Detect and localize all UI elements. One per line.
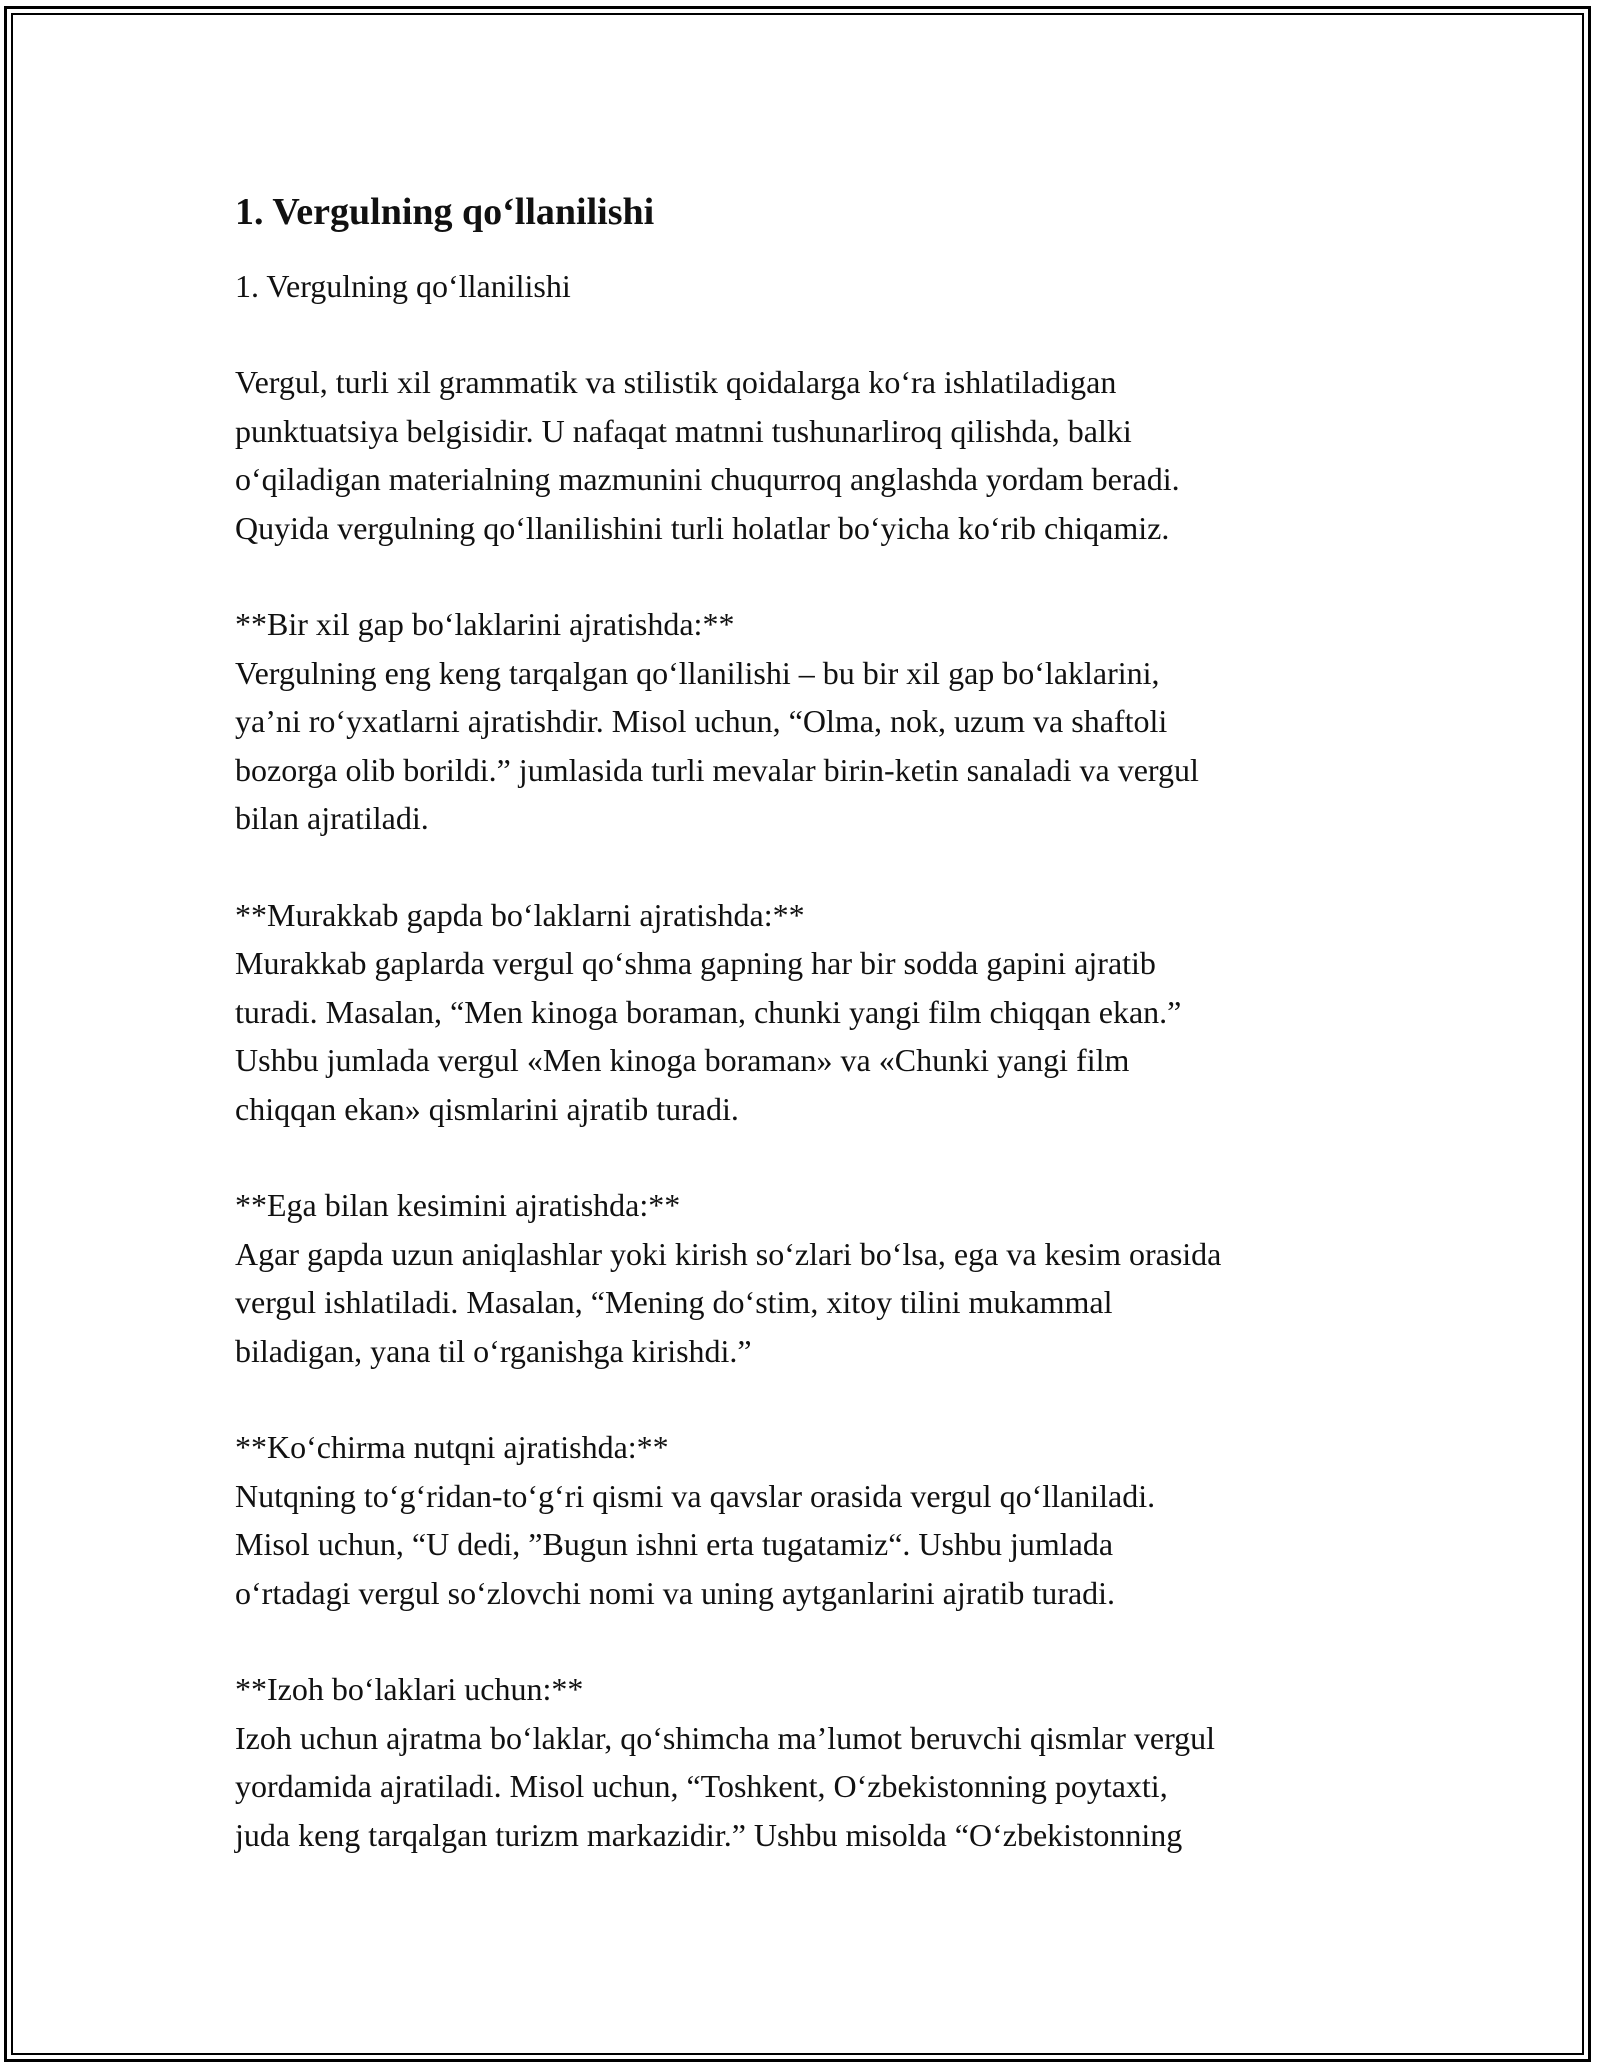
paragraph-line: Nutqning to‘g‘ridan-to‘g‘ri qismi va qavslar orasida vergul qo‘llaniladi. (235, 1477, 1156, 1514)
section-heading: **Bir xil gap bo‘laklarini ajratishda:** (235, 606, 735, 642)
paragraph-line: chiqqan ekan» qismlarini ajratib turadi. (235, 1090, 739, 1127)
section-murakkab (235, 891, 1375, 1134)
section-body (235, 1472, 1375, 1618)
intro-paragraph (235, 358, 1375, 552)
section-kochirma (235, 1423, 1375, 1617)
paragraph-line: o‘qiladigan materialning mazmunini chuqurroq anglashda yordam beradi. (235, 461, 1180, 497)
section-izoh (235, 1665, 1375, 1859)
paragraph-line: Murakkab gaplarda vergul qo‘shma gapning har bir sodda gapini ajratib (235, 945, 1156, 981)
paragraph-line: Vergulning eng keng tarqalgan qo‘llanilishi – bu bir xil gap bo‘laklarini, (235, 654, 1160, 691)
paragraph-line: vergul ishlatiladi. Masalan, “Mening do‘stim, xitoy tilini mukammal (235, 1284, 1113, 1320)
section-heading: **Murakkab gapda bo‘laklarni ajratishda:** (235, 896, 805, 933)
paragraph-line: Ushbu jumlada vergul «Men kinoga boraman» va «Chunki yangi film (235, 1042, 1130, 1078)
paragraph-line: ya’ni ro‘yxatlarni ajratishdir. Misol uchun, “Olma, nok, uzum va shaftoli (235, 703, 1168, 739)
paragraph-line: juda keng tarqalgan turizm markazidir.” Ushbu misolda “O‘zbekistonning (235, 1816, 1183, 1853)
section-heading: **Izoh bo‘laklari uchun:** (235, 1671, 584, 1707)
section-ega-kesim (235, 1181, 1375, 1375)
paragraph-line: o‘rtadagi vergul so‘zlovchi nomi va uning aytganlarini ajratib turadi. (235, 1574, 1116, 1611)
paragraph-line: punktuatsiya belgisidir. U nafaqat matnni tushunarliroq qilishda, balki (235, 412, 1132, 449)
paragraph-line: Agar gapda uzun aniqlashlar yoki kirish so‘zlari bo‘lsa, ega va kesim orasida (235, 1235, 1222, 1272)
paragraph-line: Vergul, turli xil grammatik va stilistik qoidalarga ko‘ra ishlatiladigan (235, 364, 1117, 400)
section-body (235, 1230, 1375, 1376)
section-body (235, 649, 1375, 843)
paragraph-line: yordamida ajratiladi. Misol uchun, “Toshkent, O‘zbekistonning poytaxti, (235, 1768, 1168, 1804)
paragraph-line: Izoh uchun ajratma bo‘laklar, qo‘shimcha ma’lumot beruvchi qismlar vergul (235, 1719, 1216, 1756)
section-bir-xil (235, 600, 1375, 843)
document-subtitle: 1. Vergulning qo‘llanilishi (235, 268, 571, 304)
paragraph-line: bilan ajratiladi. (235, 800, 429, 836)
section-body (235, 1714, 1375, 1860)
paragraph-line: bozorga olib borildi.” jumlasida turli mevalar birin-ketin sanaladi va vergul (235, 751, 1199, 788)
paragraph-line: biladigan, yana til o‘rganishga kirishdi.” (235, 1332, 752, 1369)
document-title: 1. Vergulning qo‘llanilishi (235, 191, 655, 233)
section-body (235, 939, 1375, 1133)
section-heading: **Ega bilan kesimini ajratishda:** (235, 1187, 681, 1223)
paragraph-line: Misol uchun, “U dedi, ”Bugun ishni erta tugatamiz“. Ushbu jumlada (235, 1526, 1114, 1562)
paragraph-line: turadi. Masalan, “Men kinoga boraman, chunki yangi film chiqqan ekan.” (235, 993, 1182, 1030)
section-heading: **Ko‘chirma nutqni ajratishda:** (235, 1429, 669, 1465)
paragraph-line: Quyida vergulning qo‘llanilishini turli holatlar bo‘yicha ko‘rib chiqamiz. (235, 509, 1170, 546)
document-body (235, 188, 1375, 1907)
